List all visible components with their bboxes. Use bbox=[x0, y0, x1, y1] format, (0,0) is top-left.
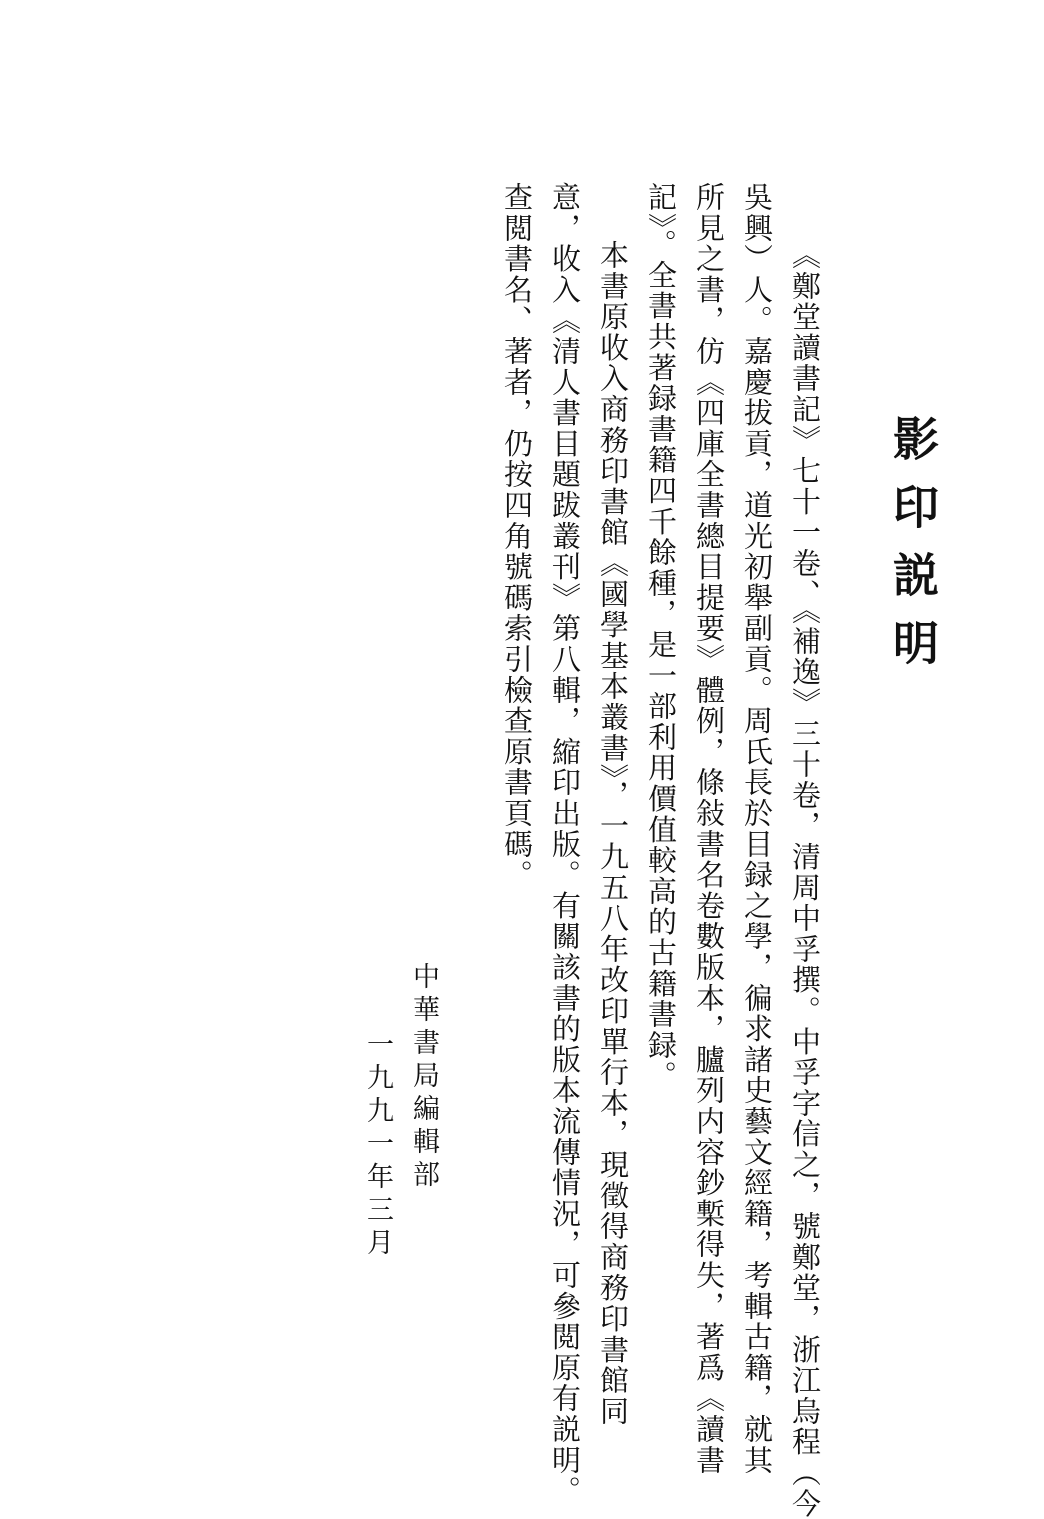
page-title: 影印説明 bbox=[886, 415, 940, 687]
paragraph-2-line-3: 查閲書名、著者，仍按四角號碼索引檢查原書頁碼。 bbox=[500, 182, 534, 891]
paragraph-1-line-4: 記》。全書共著録書籍四千餘種，是一部利用價值較高的古籍書録。 bbox=[644, 182, 678, 1092]
paragraph-2-line-2: 意，收入《清人書目題跋叢刊》第八輯，縮印出版。有關該書的版本流傳情況，可參閲原有説明。 bbox=[548, 182, 582, 1507]
paragraph-1-line-2: 吳興）人。嘉慶拔貢，道光初舉副貢。周氏長於目録之學，徧求諸史藝文經籍，考輯古籍，就其 bbox=[740, 182, 774, 1476]
publisher-signature: 中華書局編輯部 bbox=[408, 962, 439, 1193]
paragraph-1-line-1: 《鄭堂讀書記》七十一卷、《補逸》三十卷，清周中孚撰。中孚字信之，號鄭堂，浙江烏程（今 bbox=[788, 240, 822, 1519]
paragraph-2-line-1: 本書原收入商務印書館《國學基本叢書》，一九五八年改印單行本，現徵得商務印書館同 bbox=[596, 240, 630, 1427]
paragraph-1-line-3: 所見之書，仿《四庫全書總目提要》體例，條敍書名卷數版本，臚列内容鈔槧得失，著爲《讀書 bbox=[692, 182, 726, 1476]
publication-date: 一九九一年三月 bbox=[362, 1030, 393, 1261]
